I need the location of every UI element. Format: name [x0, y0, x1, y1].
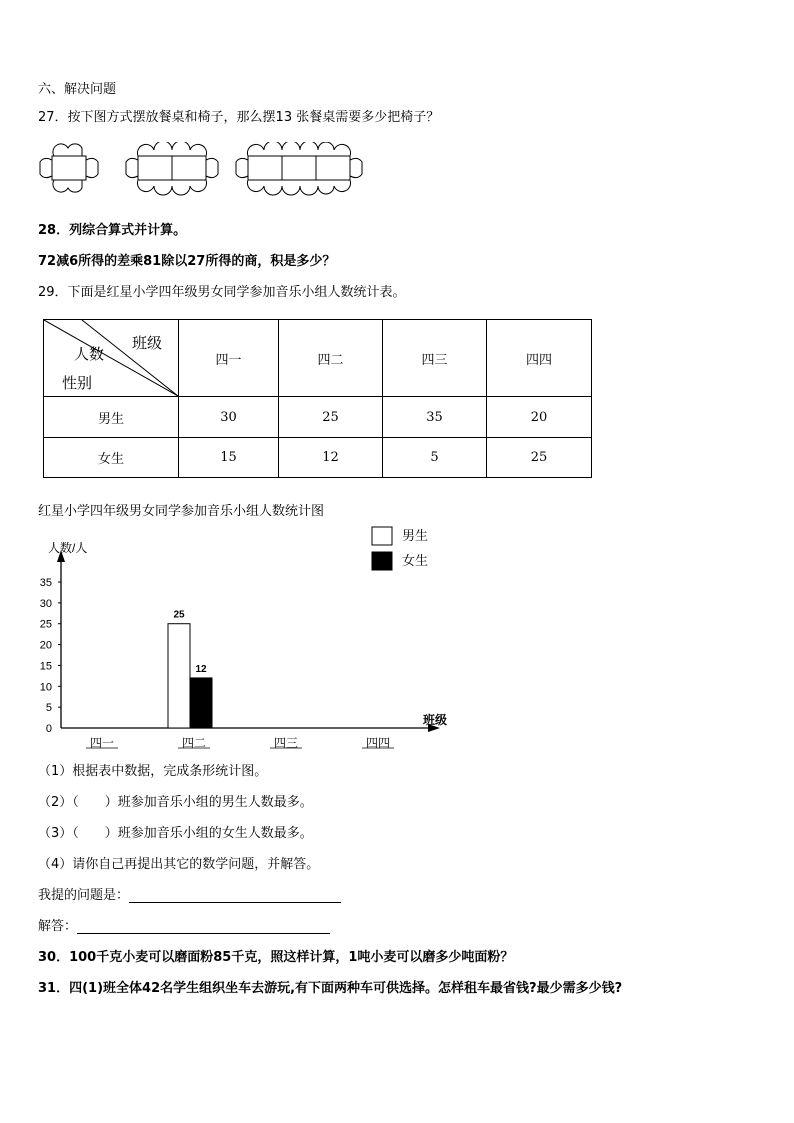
q28-body: 72减6所得的差乘81除以27所得的商，积是多少？ — [38, 254, 336, 269]
y-tick-label: 15 — [39, 660, 52, 673]
y-tick-label: 25 — [39, 618, 52, 631]
table-cell: 15 — [179, 438, 279, 478]
q27-text: 27．按下图方式摆放餐桌和椅子，那么摆13 张餐桌需要多少把椅子？ — [38, 110, 440, 125]
table-cell: 5 — [383, 438, 487, 478]
row-label: 男生 — [44, 397, 179, 438]
q31-text: 31．四(1)班全体42名学生组织坐车去游玩,有下面两种车可供选择。怎样租车最省钱?最少需多少钱? — [38, 981, 623, 996]
corner-label-count: 人数 — [74, 345, 105, 363]
legend-label-boys: 男生 — [402, 528, 429, 543]
x-tick-label: 四一 — [89, 736, 115, 750]
legend-swatch-girls — [372, 552, 392, 570]
answer-blank[interactable] — [77, 919, 330, 934]
table-cell: 20 — [487, 397, 592, 438]
corner-label-gender: 性别 — [62, 374, 93, 392]
y-tick-label: 5 — [45, 702, 52, 715]
table-cell: 12 — [279, 438, 383, 478]
table-row — [44, 438, 592, 478]
table-cell: 35 — [383, 397, 487, 438]
q29-sub3: （3）（ ）班参加音乐小组的女生人数最多。 — [38, 826, 313, 841]
col-header: 四三 — [383, 320, 487, 397]
row-label: 女生 — [44, 438, 179, 478]
table-corner-cell — [44, 320, 179, 397]
table-cell: 25 — [487, 438, 592, 478]
bar-data-label: 25 — [173, 609, 185, 621]
q29-sub2: （2）（ ）班参加音乐小组的男生人数最多。 — [38, 795, 313, 810]
table-cell: 25 — [279, 397, 383, 438]
bar-data-label: 12 — [195, 663, 207, 675]
stats-table — [43, 319, 592, 478]
q29-sub4: （4）请你自己再提出其它的数学问题，并解答。 — [38, 857, 320, 872]
col-header: 四一 — [179, 320, 279, 397]
y-tick-label: 10 — [39, 681, 52, 694]
answer-label: 解答： — [38, 919, 78, 934]
chart-title: 红星小学四年级男女同学参加音乐小组人数统计图 — [38, 504, 325, 519]
x-tick-label: 四二 — [181, 736, 207, 750]
col-header: 四四 — [487, 320, 592, 397]
bar-chart — [30, 522, 460, 762]
legend-label-girls: 女生 — [402, 553, 429, 568]
q29-sub1: （1）根据表中数据，完成条形统计图。 — [38, 764, 268, 779]
question-label: 我提的问题是： — [38, 888, 130, 903]
table-chair-illustration — [38, 142, 368, 198]
legend-swatch-boys — [372, 527, 392, 545]
bar-girls — [190, 678, 212, 728]
y-tick-label: 20 — [39, 639, 52, 652]
table-cell: 30 — [179, 397, 279, 438]
q30-text: 30．100千克小麦可以磨面粉85千克，照这样计算，1吨小麦可以磨多少吨面粉？ — [38, 950, 514, 965]
bar-boys — [168, 624, 190, 728]
corner-label-class: 班级 — [132, 334, 163, 352]
question-blank[interactable] — [129, 888, 341, 903]
y-axis-label: 人数/人 — [48, 541, 88, 555]
y-tick-label: 35 — [39, 577, 52, 589]
y-tick-label: 0 — [45, 723, 52, 735]
y-tick-label: 30 — [39, 597, 52, 610]
section-title: 六、解决问题 — [38, 82, 117, 97]
col-header: 四二 — [279, 320, 383, 397]
q28-title: 28．列综合算式并计算。 — [38, 223, 187, 238]
table-row — [44, 397, 592, 438]
x-axis-label: 班级 — [423, 713, 448, 727]
x-tick-label: 四三 — [273, 736, 299, 750]
x-tick-label: 四四 — [365, 736, 391, 750]
q29-title: 29．下面是红星小学四年级男女同学参加音乐小组人数统计表。 — [38, 285, 406, 300]
